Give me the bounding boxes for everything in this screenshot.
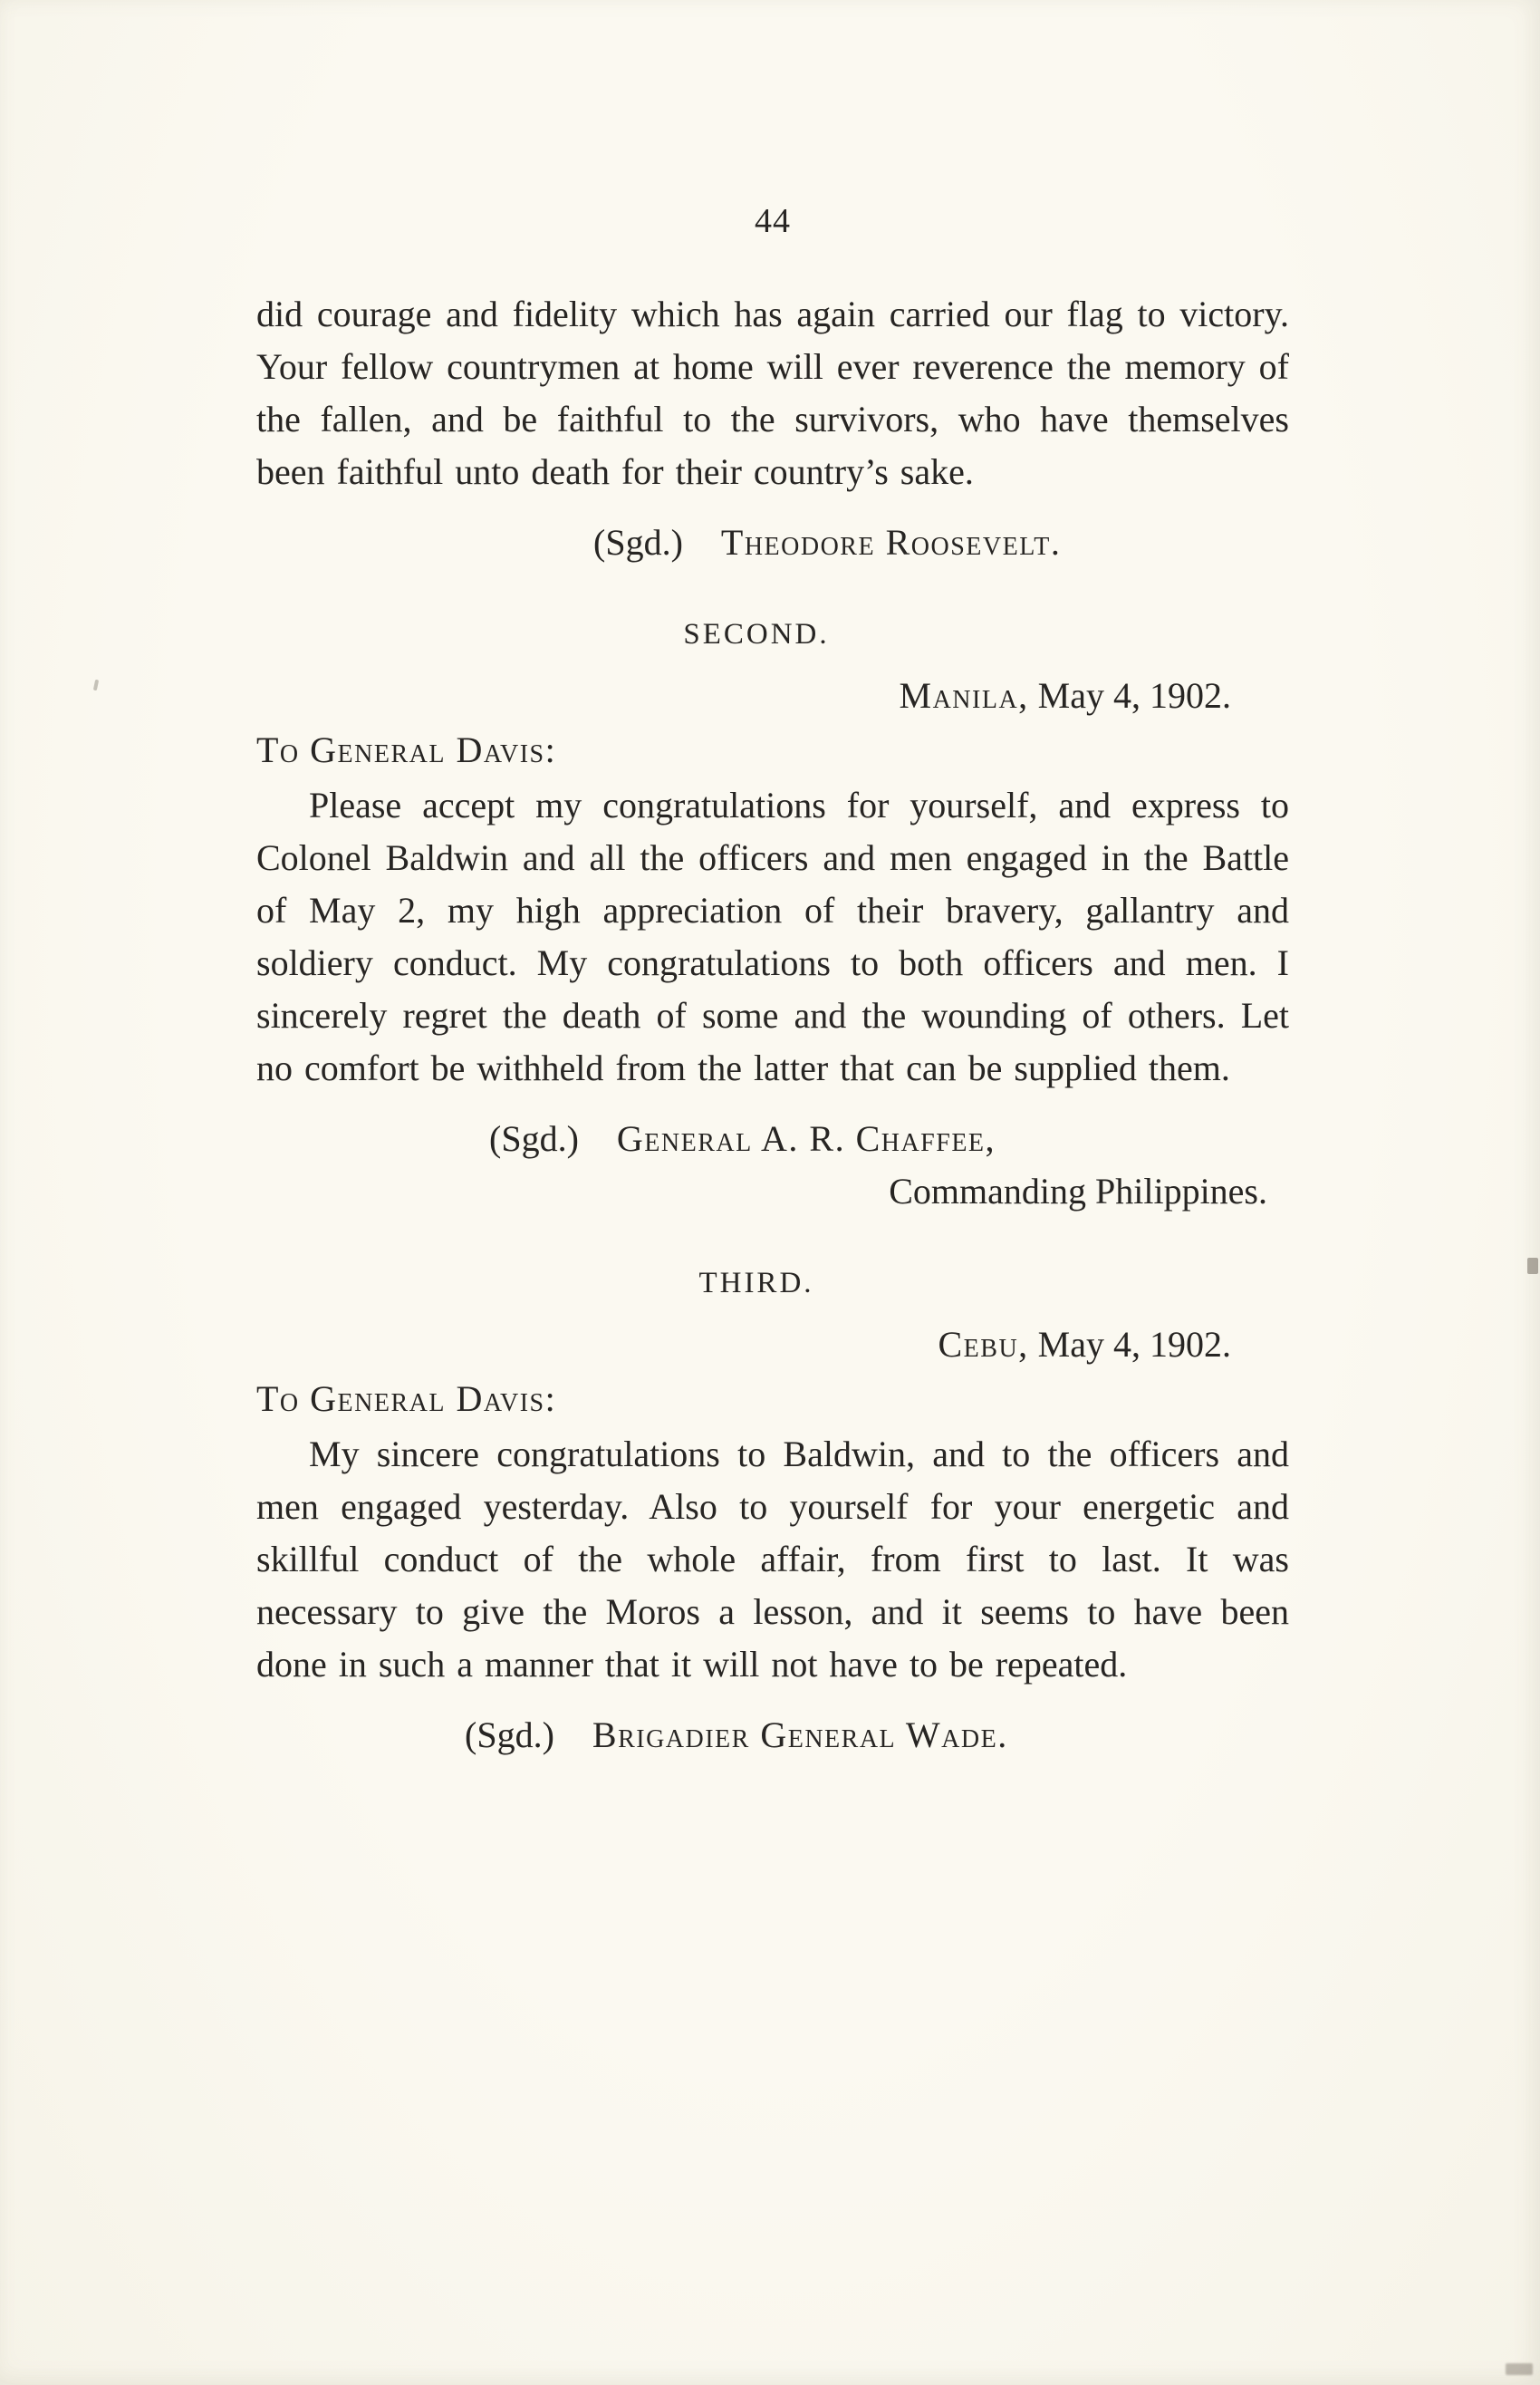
signature-name: General A. R. Chaffee, <box>616 1118 996 1159</box>
dateline-place: Manila, <box>899 675 1029 716</box>
scan-speck <box>1506 2363 1533 2375</box>
scan-speck <box>1527 1258 1538 1274</box>
body-paragraph: did courage and fidelity which has again carried our flag to victory. Your fellow countrymen at home will ever reverence the memory of the fallen, and be faithful to the survivors, who have themselves been faithful unto death for their country’s sake. <box>256 294 1289 492</box>
salutation: To General Davis: <box>256 1378 557 1419</box>
dateline <box>256 670 1289 722</box>
dateline-date: May 4, 1902. <box>1037 675 1231 716</box>
message-third <box>256 1267 1289 1762</box>
section-heading: THIRD. <box>698 1267 814 1299</box>
signature-name: Theodore Roosevelt. <box>720 522 1062 563</box>
dateline <box>256 1318 1289 1371</box>
section-heading: SECOND. <box>683 618 830 651</box>
signature-name: Brigadier General Wade. <box>592 1714 1008 1755</box>
signature-line <box>489 1113 1289 1165</box>
dateline-date: May 4, 1902. <box>1037 1324 1231 1365</box>
body-paragraph: Please accept my congratulations for yourself, and express to Colonel Baldwin and all the officers and men engaged in the Battle of May 2, my high appreciation of their bravery, gallantry and soldiery conduct. My congratulations to both officers and men. I sincerely regret the death of some and the wounding of others. Let no comfort be withheld from the latter that can be supplied them. <box>256 785 1289 1088</box>
signature-line <box>593 517 1289 569</box>
signature-prefix: (Sgd.) <box>465 1714 554 1755</box>
signature-prefix: (Sgd.) <box>489 1118 579 1159</box>
document-page <box>256 0 1289 1762</box>
scan-speck <box>93 680 99 691</box>
dateline-place: Cebu, <box>938 1324 1029 1365</box>
signature-line <box>465 1709 1289 1762</box>
message-first-continuation <box>256 288 1289 569</box>
signature-prefix: (Sgd.) <box>593 522 683 563</box>
page-number: 44 <box>755 202 791 240</box>
message-second <box>256 618 1289 1218</box>
body-paragraph: My sincere congratulations to Baldwin, and to the officers and men engaged yesterday. Also to yourself for your energetic and skillful conduct of the whole affair, from first to last. It was necessary to give the Moros a lesson, and it seems to have been done in such a manner that it will not have to be repeated. <box>256 1434 1289 1685</box>
signature-title: Commanding Philippines. <box>889 1171 1267 1212</box>
salutation: To General Davis: <box>256 729 557 770</box>
